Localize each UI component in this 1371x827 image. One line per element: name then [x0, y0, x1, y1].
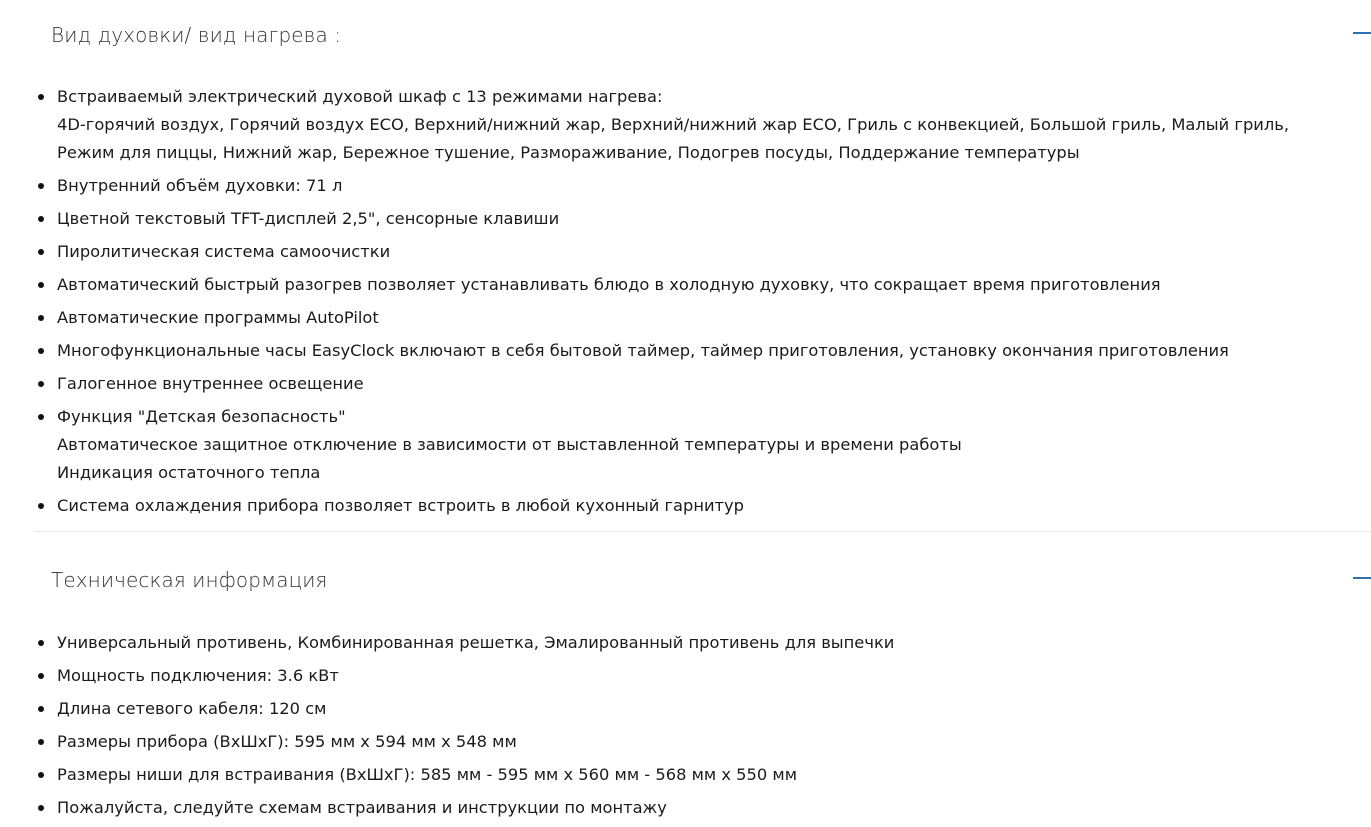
list-item-text: Внутренний объём духовки: 71 л — [57, 176, 343, 195]
list-item — [34, 492, 1371, 520]
list-item-text: Функция "Детская безопасность" — [57, 407, 346, 426]
list-item-text: Автоматический быстрый разогрев позволяет устанавливать блюдо в холодную духовку, что сокращает время приготовления — [57, 275, 1161, 294]
feature-list-oven-type — [34, 83, 1371, 525]
feature-list-technical-info — [34, 629, 1371, 827]
list-item — [34, 304, 1371, 332]
list-item — [34, 403, 1371, 487]
list-item-text: Автоматическое защитное отключение в зависимости от выставленной температуры и времени работы — [57, 435, 962, 454]
minus-icon[interactable] — [1353, 577, 1371, 579]
list-item — [34, 370, 1371, 398]
section-title: Вид духовки/ вид нагрева : — [51, 23, 342, 47]
list-item — [34, 662, 1371, 690]
minus-icon[interactable] — [1353, 32, 1371, 34]
list-item — [34, 172, 1371, 200]
accordion-header-oven-type[interactable] — [34, 14, 1371, 54]
list-item — [34, 83, 1371, 167]
section-title: Техническая информация — [51, 568, 328, 592]
list-item-text: Универсальный противень, Комбинированная решетка, Эмалированный противень для выпечки — [57, 633, 895, 652]
list-item — [34, 695, 1371, 723]
accordion-oven-type — [34, 14, 1371, 54]
list-item-text: Пиролитическая система самоочистки — [57, 242, 391, 261]
list-item — [34, 238, 1371, 266]
list-item-text: Размеры ниши для встраивания (ВхШхГ): 585 мм - 595 мм x 560 мм - 568 мм x 550 мм — [57, 765, 797, 784]
list-item-text: Система охлаждения прибора позволяет встроить в любой кухонный гарнитур — [57, 496, 745, 515]
list-item — [34, 337, 1371, 365]
list-item — [34, 271, 1371, 299]
list-item-text: 4D-горячий воздух, Горячий воздух ECO, Верхний/нижний жар, Верхний/нижний жар ECO, Гриль с конвекцией, Большой гриль, Малый гриль, — [57, 115, 1290, 134]
accordion-technical-info — [34, 559, 1371, 599]
list-item — [34, 205, 1371, 233]
list-item — [34, 794, 1371, 822]
list-item-text: Галогенное внутреннее освещение — [57, 374, 364, 393]
list-item-text: Пожалуйста, следуйте схемам встраивания и инструкции по монтажу — [57, 798, 667, 817]
list-item-text: Цветной текстовый TFT-дисплей 2,5", сенсорные клавиши — [57, 209, 560, 228]
list-item — [34, 629, 1371, 657]
list-item-text: Многофункциональные часы EasyClock включают в себя бытовой таймер, таймер приготовления, установку окончания приготовления — [57, 341, 1229, 360]
list-item-text: Встраиваемый электрический духовой шкаф с 13 режимами нагрева: — [57, 87, 663, 106]
list-item-text: Длина сетевого кабеля: 120 см — [57, 699, 327, 718]
list-item — [34, 761, 1371, 789]
list-item-text: Автоматические программы AutoPilot — [57, 308, 379, 327]
list-item-text: Размеры прибора (ВхШхГ): 595 мм x 594 мм x 548 мм — [57, 732, 517, 751]
list-item-text: Режим для пиццы, Нижний жар, Бережное тушение, Размораживание, Подогрев посуды, Поддержание температуры — [57, 143, 1080, 162]
section-divider — [34, 531, 1371, 532]
accordion-header-technical-info[interactable] — [34, 559, 1371, 599]
list-item-text: Индикация остаточного тепла — [57, 463, 321, 482]
list-item-text: Мощность подключения: 3.6 кВт — [57, 666, 339, 685]
list-item — [34, 728, 1371, 756]
